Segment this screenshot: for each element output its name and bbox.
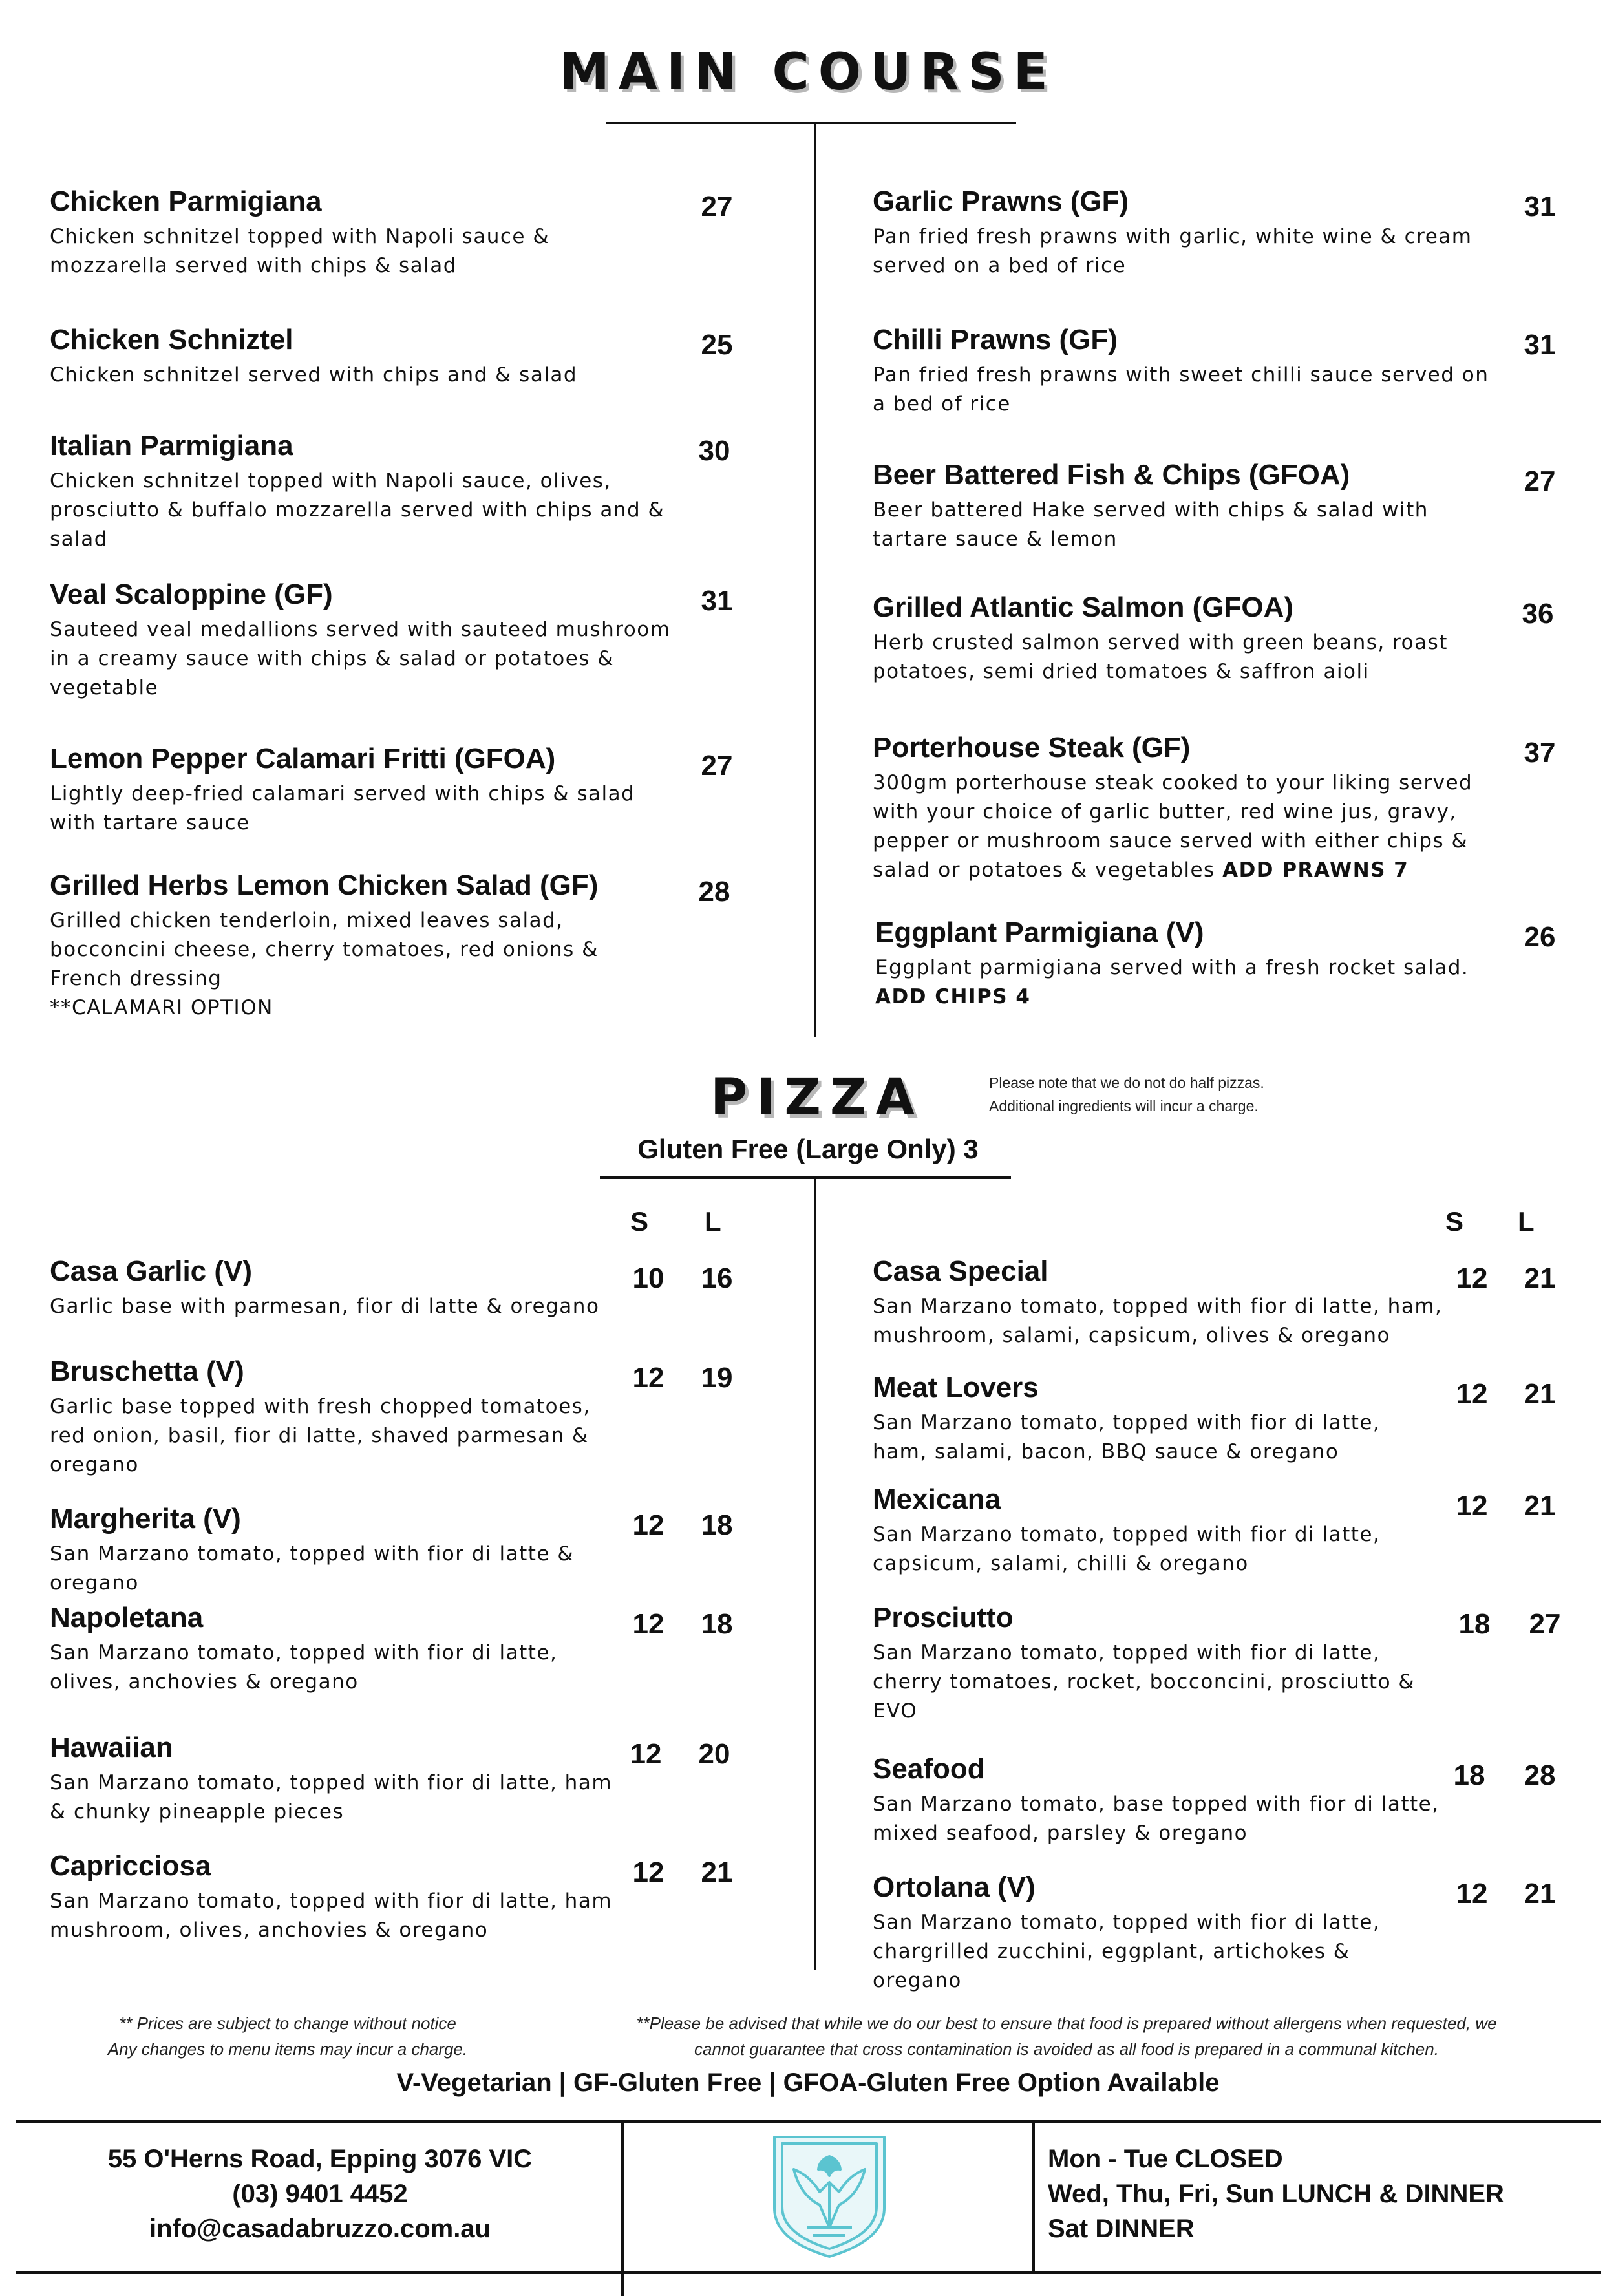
item-name: Ortolana (V) — [873, 1871, 1036, 1903]
item-price: 26 — [1524, 921, 1556, 953]
item-description: Chicken schnitzel topped with Napoli sauce, olives, prosciutto & buffalo mozzarella served with chips and & salad — [50, 469, 665, 551]
add-prawns-extra: ADD PRAWNS 7 — [1222, 858, 1409, 882]
item-name: Seafood — [873, 1753, 985, 1785]
item-price: 27 — [701, 750, 733, 781]
item-name: Chilli Prawns (GF) — [873, 324, 1118, 356]
email[interactable]: info@casadabruzzo.com.au — [149, 2215, 491, 2243]
item-description: Beer battered Hake served with chips & salad with tartare sauce & lemon — [873, 498, 1429, 551]
item-name: Mexicana — [873, 1483, 1001, 1515]
menu-item — [50, 739, 696, 838]
pizza-item — [873, 1480, 1519, 1578]
small-price: 12 — [632, 1608, 664, 1640]
pizza-divider — [814, 1178, 816, 1970]
pizza-item — [50, 1252, 696, 1321]
item-description: 300gm porterhouse steak cooked to your liking served with your choice of garlic butter, red wine jus, gravy, pepper or mushroom sauce served with either chips & salad or potatoes & vegetables ADD PRAWNS 7 — [873, 771, 1473, 882]
item-name: Grilled Herbs Lemon Chicken Salad (GF) — [50, 869, 599, 901]
menu-item — [873, 728, 1519, 885]
price-disclaimer: ** Prices are subject to change without notice Any changes to menu items may incur a charge. — [107, 2014, 468, 2059]
pizza-item — [50, 1352, 696, 1480]
eagle-shield-logo-icon — [755, 2131, 904, 2260]
small-price: 12 — [1456, 1262, 1488, 1294]
menu-item — [50, 321, 696, 390]
pizza-underline — [600, 1176, 1011, 1179]
pizza-item — [50, 1728, 696, 1827]
pizza-item — [873, 1599, 1519, 1726]
menu-item — [873, 182, 1519, 281]
item-price: 27 — [1524, 465, 1556, 497]
size-large-header: L — [1518, 1206, 1535, 1237]
item-description: Pan fried fresh prawns with garlic, white wine & cream served on a bed of rice — [873, 225, 1472, 277]
main-course-divider — [814, 123, 816, 1037]
item-description: San Marzano tomato, topped with fior di latte & oregano — [50, 1542, 575, 1595]
item-name: Garlic Prawns (GF) — [873, 186, 1129, 217]
small-price: 12 — [1456, 1490, 1488, 1522]
menu-item — [873, 456, 1519, 554]
item-description: San Marzano tomato, topped with fior di latte, chargrilled zucchini, eggplant, artichokes & oregano — [873, 1911, 1381, 1992]
pizza-item — [873, 1868, 1519, 1995]
pizza-item — [50, 1599, 696, 1697]
item-description: Pan fried fresh prawns with sweet chilli sauce served on a bed of rice — [873, 363, 1489, 416]
allergen-disclaimer: **Please be advised that while we do our best to ensure that food is prepared without allergens when requested, we cannot guarantee that cross contamination is avoided as all food is prepared in a communal kitchen. — [636, 2014, 1497, 2059]
large-price: 21 — [1524, 1490, 1556, 1522]
menu-item — [50, 427, 696, 554]
item-description: Lightly deep-fried calamari served with chips & salad with tartare sauce — [50, 782, 635, 834]
item-description: Sauteed veal medallions served with sauteed mushroom in a creamy sauce with chips & salad or potatoes & vegetable — [50, 618, 671, 699]
main-course-underline — [606, 122, 1016, 124]
item-description: San Marzano tomato, topped with fior di latte, ham, mushroom, salami, capsicum, olives & oregano — [873, 1295, 1443, 1347]
small-price: 12 — [632, 1856, 664, 1888]
item-price: 36 — [1522, 598, 1554, 630]
pizza-subtitle: Gluten Free (Large Only) 3 — [637, 1134, 979, 1164]
opening-hours: Mon - Tue CLOSED Wed, Thu, Fri, Sun LUNCH & DINNER Sat DINNER — [1048, 2145, 1504, 2243]
small-price: 18 — [1458, 1608, 1491, 1640]
large-price: 21 — [701, 1856, 733, 1888]
dietary-legend: V-Vegetarian | GF-Gluten Free | GFOA-Gluten Free Option Available — [396, 2068, 1220, 2097]
menu-item — [50, 182, 696, 281]
large-price: 19 — [701, 1362, 733, 1394]
large-price: 18 — [701, 1608, 733, 1640]
large-price: 18 — [701, 1509, 733, 1541]
item-name: Bruschetta (V) — [50, 1355, 244, 1387]
item-name: Lemon Pepper Calamari Fritti (GFOA) — [50, 743, 556, 774]
item-name: Eggplant Parmigiana (V) — [875, 917, 1204, 948]
item-name: Casa Special — [873, 1255, 1048, 1287]
menu-item — [875, 913, 1522, 1012]
size-small-header: S — [630, 1206, 649, 1237]
footer-divider-right — [1032, 2121, 1035, 2271]
menu-item — [873, 321, 1519, 419]
item-description: San Marzano tomato, topped with fior di latte, olives, anchovies & oregano — [50, 1641, 558, 1694]
item-price: 37 — [1524, 737, 1556, 769]
item-description: Garlic base with parmesan, fior di latte & oregano — [50, 1295, 600, 1318]
main-course-title: MAIN COURSE — [559, 43, 1057, 101]
address: 55 O'Herns Road, Epping 3076 VIC — [107, 2145, 533, 2173]
item-description: Grilled chicken tenderloin, mixed leaves salad, bocconcini cheese, cherry tomatoes, red onions & French dressing **CALAMARI OPTION — [50, 909, 599, 1019]
item-name: Chicken Schniztel — [50, 324, 293, 356]
large-price: 20 — [698, 1738, 730, 1770]
size-large-header: L — [705, 1206, 721, 1237]
large-price: 21 — [1524, 1262, 1556, 1294]
item-name: Casa Garlic (V) — [50, 1255, 253, 1287]
phone[interactable]: (03) 9401 4452 — [232, 2180, 408, 2208]
item-name: Porterhouse Steak (GF) — [873, 732, 1191, 763]
item-name: Meat Lovers — [873, 1372, 1039, 1403]
pizza-item — [50, 1847, 696, 1945]
item-description: San Marzano tomato, topped with fior di latte, capsicum, salami, chilli & oregano — [873, 1523, 1381, 1575]
small-price: 12 — [1456, 1878, 1488, 1909]
pizza-title: PIZZA — [710, 1068, 924, 1127]
item-description: San Marzano tomato, topped with fior di latte, ham & chunky pineapple pieces — [50, 1771, 613, 1823]
footer-top-rule — [16, 2120, 1601, 2123]
item-description: San Marzano tomato, topped with fior di latte, ham, salami, bacon, BBQ sauce & oregano — [873, 1411, 1381, 1463]
item-price: 30 — [698, 435, 730, 467]
pizza-item — [873, 1252, 1519, 1350]
size-small-header: S — [1445, 1206, 1464, 1237]
contact-block — [26, 2142, 614, 2246]
item-price: 27 — [701, 191, 733, 222]
item-name: Chicken Parmigiana — [50, 186, 322, 217]
menu-item — [873, 588, 1519, 686]
item-name: Hawaiian — [50, 1732, 173, 1763]
large-price: 16 — [701, 1262, 733, 1294]
footer-divider-left — [621, 2121, 624, 2296]
small-price: 18 — [1453, 1759, 1485, 1791]
menu-item — [50, 866, 696, 1023]
small-price: 12 — [630, 1738, 662, 1770]
item-price: 28 — [698, 876, 730, 908]
item-name: Veal Scaloppine (GF) — [50, 579, 333, 610]
item-description: San Marzano tomato, topped with fior di latte, ham mushroom, olives, anchovies & oregano — [50, 1889, 613, 1942]
item-description: San Marzano tomato, base topped with fior di latte, mixed seafood, parsley & oregano — [873, 1792, 1440, 1845]
large-price: 21 — [1524, 1378, 1556, 1410]
large-price: 21 — [1524, 1878, 1556, 1909]
footer-bottom-rule — [16, 2271, 1601, 2274]
item-description: Chicken schnitzel served with chips and & salad — [50, 363, 578, 387]
item-name: Napoletana — [50, 1602, 204, 1633]
item-name: Margherita (V) — [50, 1503, 241, 1535]
item-price: 31 — [1524, 329, 1556, 361]
item-description: Garlic base topped with fresh chopped tomatoes, red onion, basil, fior di latte, shaved parmesan & oregano — [50, 1395, 591, 1476]
item-name: Beer Battered Fish & Chips (GFOA) — [873, 459, 1350, 491]
item-name: Italian Parmigiana — [50, 430, 293, 462]
item-name: Prosciutto — [873, 1602, 1014, 1633]
item-name: Capricciosa — [50, 1850, 211, 1882]
add-chips-extra: ADD CHIPS 4 — [875, 985, 1031, 1008]
item-description: Eggplant parmigiana served with a fresh rocket salad. ADD CHIPS 4 — [875, 956, 1469, 1008]
menu-item — [50, 575, 696, 703]
large-price: 27 — [1529, 1608, 1561, 1640]
item-price: 25 — [701, 329, 733, 361]
item-name: Grilled Atlantic Salmon (GFOA) — [873, 591, 1294, 623]
small-price: 10 — [632, 1262, 664, 1294]
small-price: 12 — [1456, 1378, 1488, 1410]
small-price: 12 — [632, 1509, 664, 1541]
large-price: 28 — [1524, 1759, 1556, 1791]
item-price: 31 — [1524, 191, 1556, 222]
pizza-note: Please note that we do not do half pizzas. Additional ingredients will incur a charge. — [989, 1074, 1264, 1114]
small-price: 12 — [632, 1362, 664, 1394]
pizza-item — [873, 1368, 1519, 1467]
item-description: Chicken schnitzel topped with Napoli sauce & mozzarella served with chips & salad — [50, 225, 549, 277]
pizza-item — [50, 1500, 696, 1598]
item-description: Herb crusted salmon served with green beans, roast potatoes, semi dried tomatoes & saffron aioli — [873, 631, 1448, 683]
item-description: San Marzano tomato, topped with fior di latte, cherry tomatoes, rocket, bocconcini, prosciutto & EVO — [873, 1641, 1416, 1723]
pizza-item — [873, 1750, 1519, 1848]
item-price: 31 — [701, 585, 733, 617]
